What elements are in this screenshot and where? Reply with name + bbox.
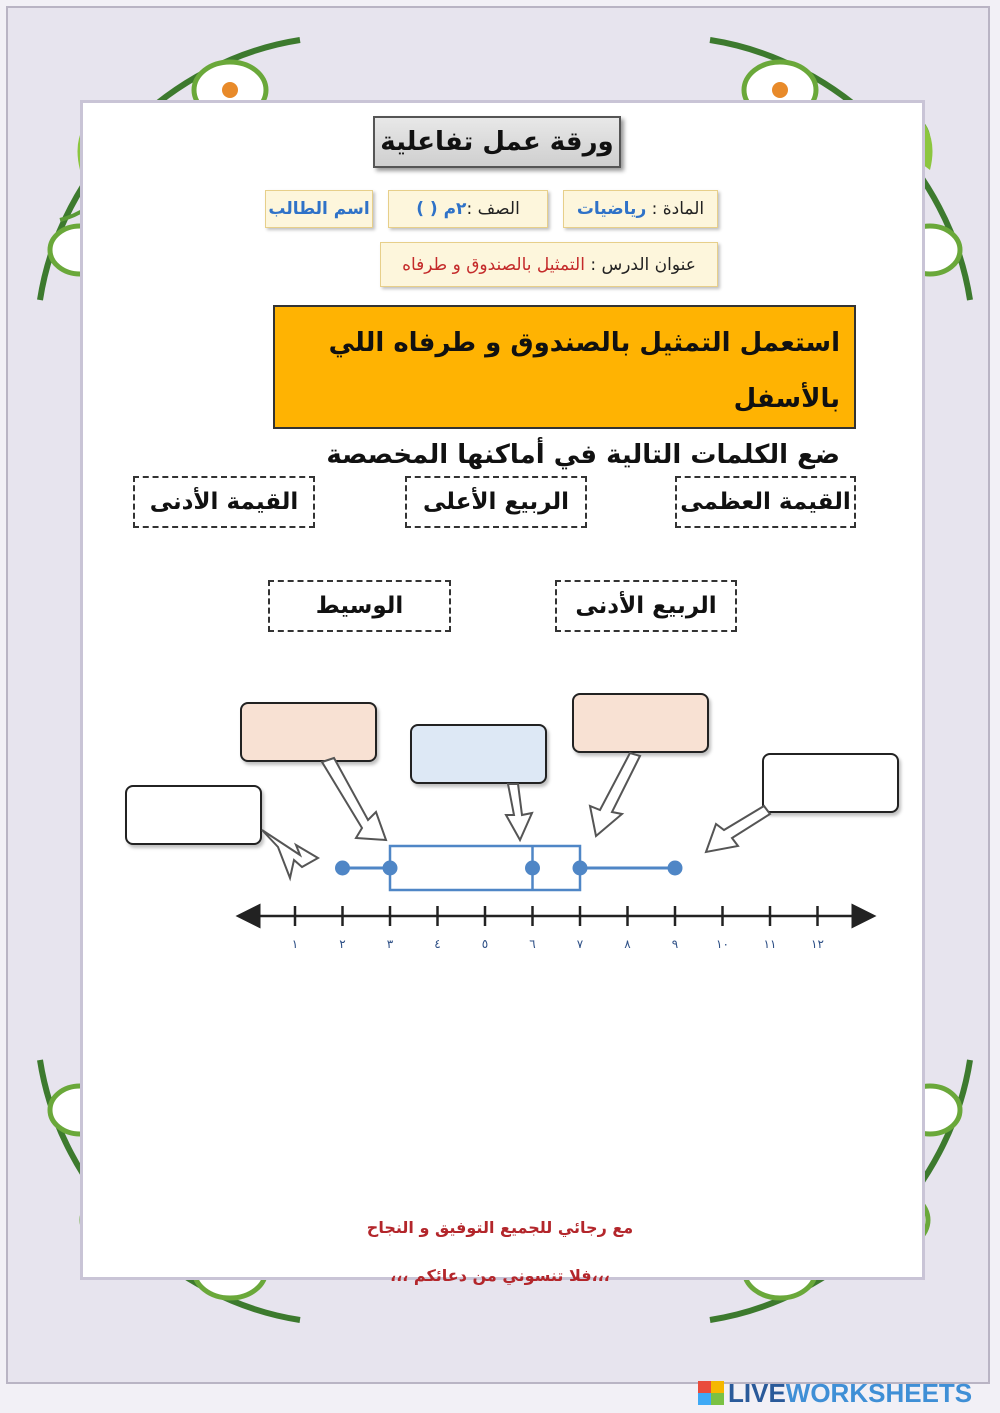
arrow-to-min-icon (262, 830, 318, 878)
point-upper-quartile (573, 861, 588, 876)
axis-tick-label: ١ (291, 937, 299, 951)
point-median (525, 861, 540, 876)
word-card-lower-quartile[interactable]: الربيع الأدنى (555, 580, 737, 632)
axis-tick-label: ١١ (763, 937, 777, 951)
liveworksheets-logo[interactable] (698, 1378, 972, 1408)
instruction-line-1: استعمل التمثيل بالصندوق و طرفاه اللي بالأسفل (328, 328, 840, 414)
grade-label: الصف : (466, 199, 520, 219)
box-rect (390, 846, 580, 890)
axis-tick-label: ٩ (671, 937, 679, 951)
axis-tick-label: ٧ (576, 937, 584, 951)
axis-tick-label: ٥ (481, 937, 489, 951)
subject-label: المادة : (651, 199, 705, 219)
word-card-upper-quartile[interactable]: الربيع الأعلى (405, 476, 587, 528)
word-card-median[interactable]: الوسيط (268, 580, 451, 632)
brand-text-b: WORKSHEETS (785, 1377, 973, 1408)
box-plot (335, 846, 683, 890)
axis-tick-label: ١٠ (716, 937, 729, 951)
word-card-max[interactable]: القيمة العظمى (675, 476, 856, 528)
axis-tick-label: ٤ (434, 937, 441, 951)
grade-value: ٢م ( ) (416, 199, 467, 219)
lesson-value: التمثيل بالصندوق و طرفاه (402, 254, 585, 275)
closing-line-2: ،،،فلا تنسوني من دعائكم ،،، (390, 1266, 610, 1285)
arrow-to-lower-quartile-icon (322, 758, 386, 840)
point-min (335, 861, 350, 876)
lesson-label: عنوان الدرس : (590, 254, 696, 275)
instruction-line-2: ضع الكلمات التالية في أماكنها المخصصة (326, 440, 840, 470)
pointer-arrows (262, 753, 770, 878)
axis-tick-label: ١٢ (811, 937, 824, 951)
axis-tick-label: ٣ (386, 937, 394, 951)
point-lower-quartile (383, 861, 398, 876)
subject-value: رياضيات (576, 199, 647, 219)
worksheet-title: ورقة عمل تفاعلية (373, 116, 621, 168)
word-card-min[interactable]: القيمة الأدنى (133, 476, 315, 528)
closing-line-1: مع رجائي للجميع التوفيق و النجاح (366, 1218, 634, 1237)
arrow-to-max-icon (706, 806, 770, 852)
axis-ticks (292, 906, 824, 951)
axis-tick-label: ٦ (529, 937, 536, 951)
brand-badge-icon (698, 1381, 724, 1405)
axis-tick-label: ٢ (339, 937, 346, 951)
arrow-to-upper-quartile-icon (590, 753, 640, 836)
brand-text-a: LIVE (728, 1377, 786, 1408)
student-name-field[interactable]: اسم الطالب (265, 190, 373, 228)
axis-tick-label: ٨ (624, 937, 631, 951)
arrow-to-median-icon (506, 784, 532, 840)
point-max (668, 861, 683, 876)
